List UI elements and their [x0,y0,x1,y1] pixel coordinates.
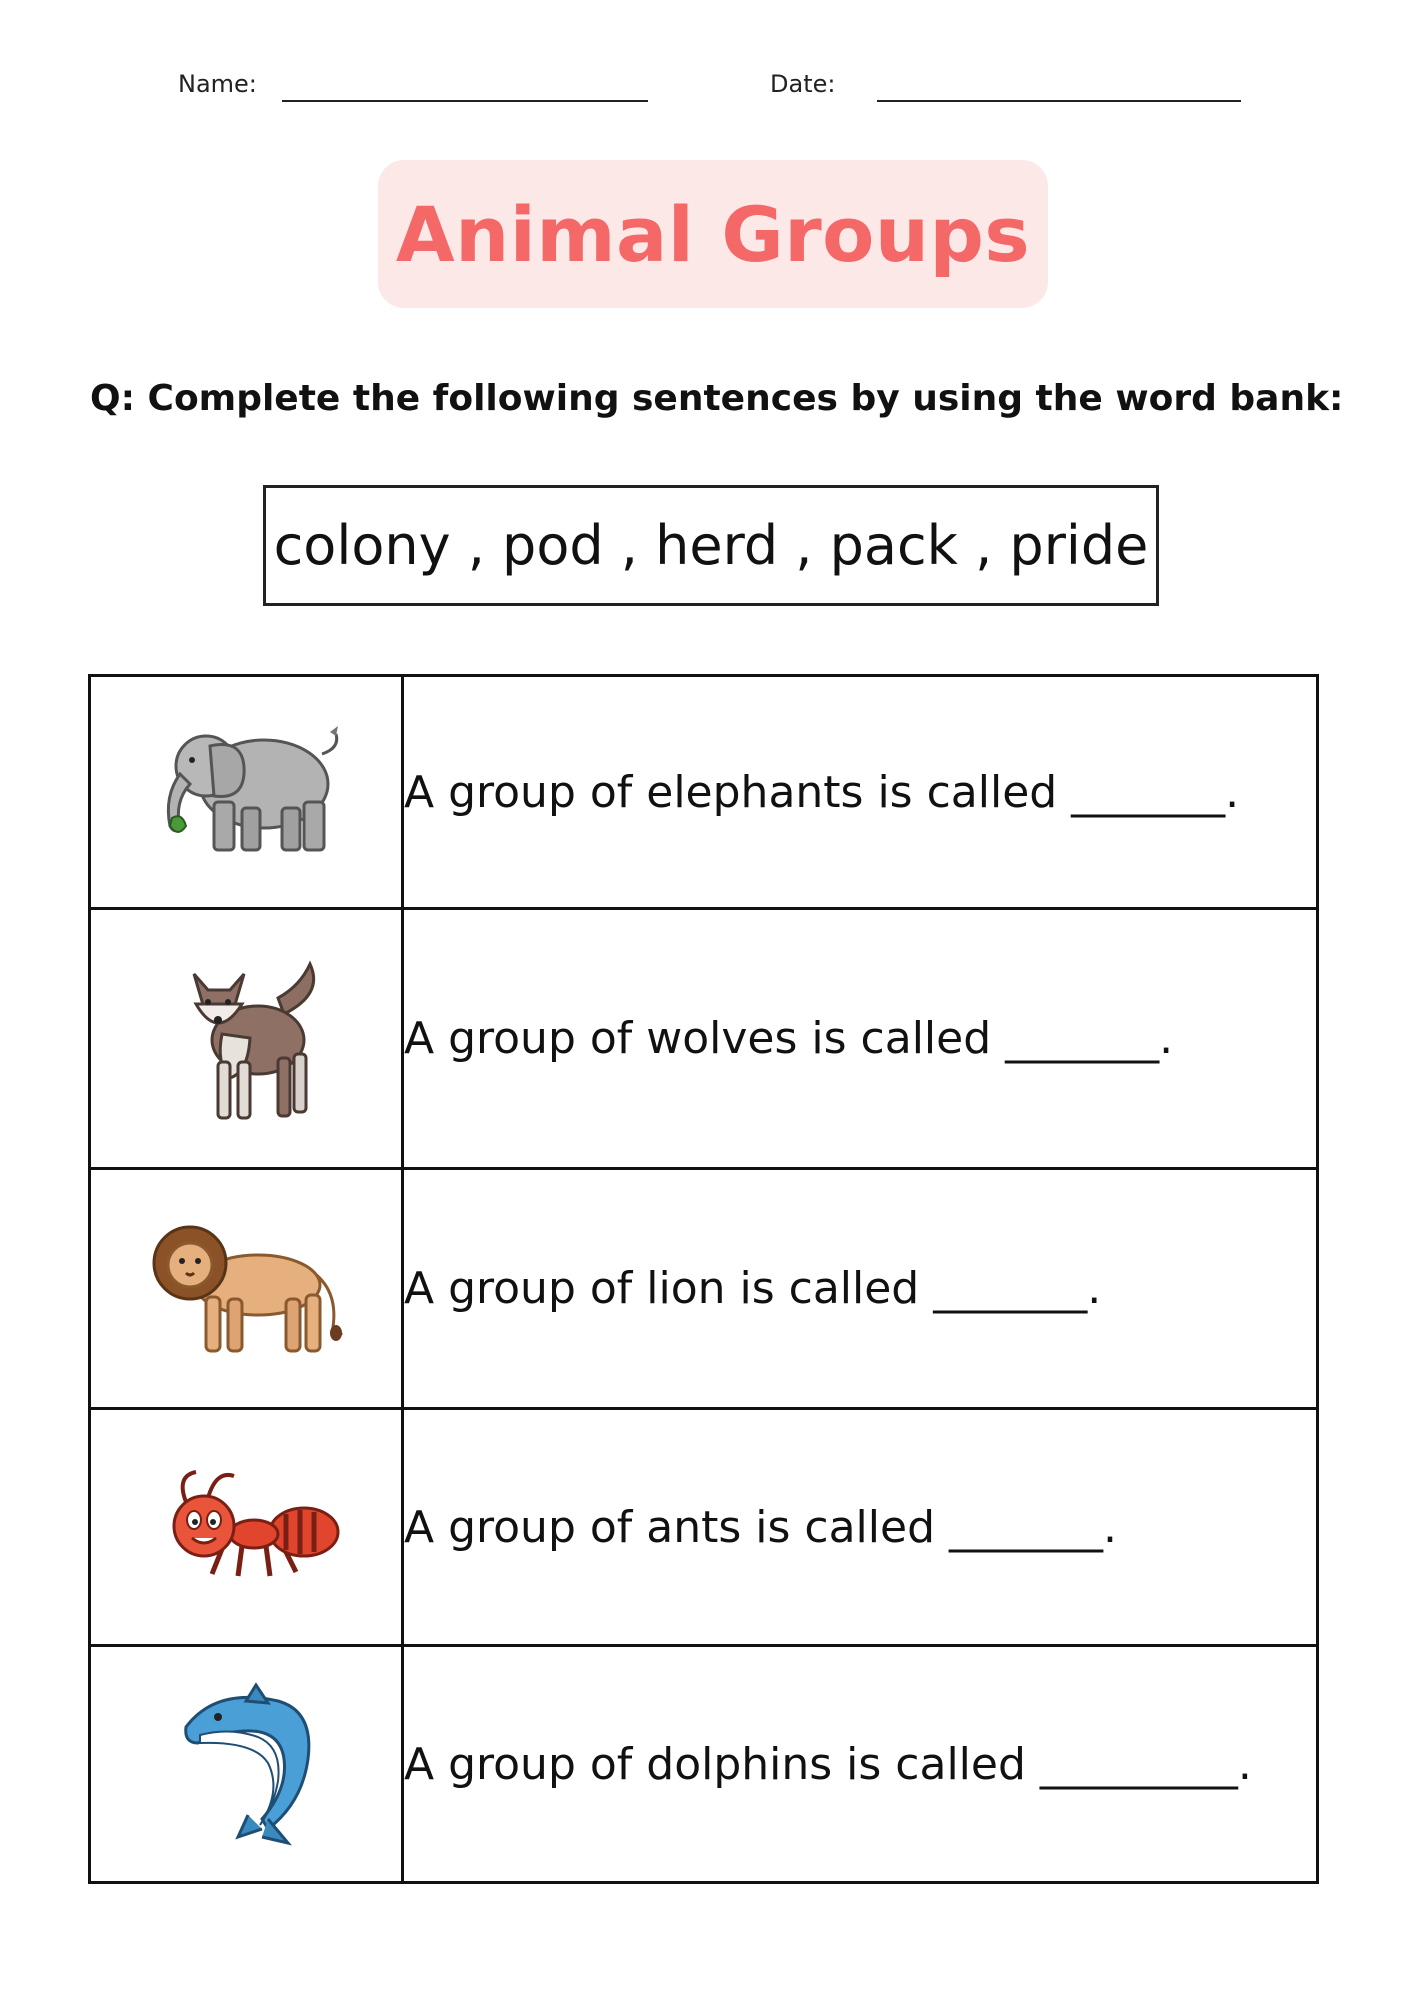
exercise-table [88,674,1319,1884]
table-row [90,909,1318,1169]
word-bank-text: colony , pod , herd , pack , pride [273,514,1149,577]
sentence-cell [403,1646,1318,1883]
word-bank [263,485,1159,606]
ant-icon [146,1462,346,1592]
date-label: Date: [770,70,836,98]
sentence-cell [403,909,1318,1169]
image-cell [90,1169,403,1409]
table-row [90,676,1318,909]
sentence-dolphins: A group of dolphins is called _________. [404,1738,1252,1790]
name-field[interactable] [282,100,648,102]
sentence-lion: A group of lion is called _______. [404,1263,1102,1314]
sentence-cell [403,1409,1318,1646]
date-field[interactable] [877,100,1241,102]
elephant-icon [146,722,346,862]
table-row [90,1169,1318,1409]
sentence-cell [403,676,1318,909]
sentence-cell [403,1169,1318,1409]
image-cell [90,1409,403,1646]
image-cell [90,909,403,1169]
image-cell [90,1646,403,1883]
page-title: Animal Groups [395,189,1031,279]
lion-icon [146,1219,346,1359]
table-row [90,1646,1318,1883]
name-label: Name: [178,70,257,98]
wolf-icon [166,954,326,1124]
question-instruction: Q: Complete the following sentences by using the word bank: [90,378,1344,419]
sentence-ants: A group of ants is called _______. [404,1501,1117,1553]
sentence-elephants: A group of elephants is called _______. [404,766,1240,818]
image-cell [90,676,403,909]
sentence-wolves: A group of wolves is called _______. [404,1013,1174,1064]
dolphin-icon [166,1679,326,1849]
title-banner [378,160,1048,308]
table-row [90,1409,1318,1646]
